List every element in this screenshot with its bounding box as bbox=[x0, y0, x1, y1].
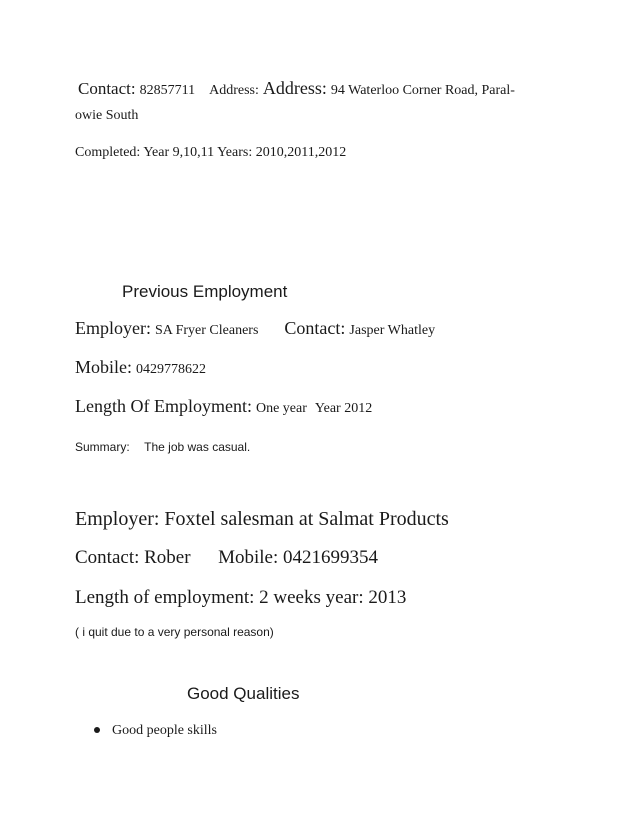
school-contact-value: 82857711 bbox=[139, 83, 196, 98]
years-value: 2010,2011,2012 bbox=[255, 145, 347, 160]
school-address-label-repeat: Address: bbox=[262, 78, 327, 98]
good-qualities-item-text: Good people skills bbox=[112, 723, 217, 738]
school-address-continued: owie South bbox=[75, 108, 139, 123]
job1-length-label: Length Of Employment: bbox=[75, 396, 252, 416]
job2-length-line: Length of employment: 2 weeks year: 2013 bbox=[75, 587, 407, 608]
job2-mobile-text: Mobile: 0421699354 bbox=[218, 547, 378, 568]
job2-contact-line bbox=[75, 547, 378, 569]
job1-employer-label: Employer: bbox=[75, 318, 151, 338]
job1-mobile-label: Mobile: bbox=[75, 357, 132, 377]
job1-length-value: One year bbox=[255, 401, 307, 416]
school-contact-label: Contact: bbox=[78, 79, 136, 98]
job1-summary-line bbox=[75, 440, 250, 454]
school-completed-line bbox=[75, 145, 346, 161]
bullet-icon bbox=[94, 727, 100, 733]
job1-employer-line bbox=[75, 318, 435, 339]
school-contact-line bbox=[78, 78, 515, 99]
school-address-label: Address: bbox=[209, 83, 259, 98]
completed-label: Completed: bbox=[75, 145, 141, 160]
job2-note: ( i quit due to a very personal reason) bbox=[75, 625, 274, 639]
job2-contact-text: Contact: Rober bbox=[75, 547, 191, 568]
job1-mobile-line bbox=[75, 357, 206, 378]
completed-value: Year 9,10,11 bbox=[143, 145, 215, 160]
good-qualities-item bbox=[94, 723, 217, 739]
good-qualities-heading: Good Qualities bbox=[187, 684, 300, 703]
job1-length-line bbox=[75, 396, 372, 417]
job1-year-value: Year 2012 bbox=[314, 401, 373, 416]
job1-employer-value: SA Fryer Cleaners bbox=[154, 323, 259, 338]
job1-contact-value: Jasper Whatley bbox=[349, 323, 436, 338]
job1-summary-value: The job was casual. bbox=[144, 440, 251, 454]
job1-contact-label: Contact: bbox=[284, 318, 346, 338]
years-label: Years: bbox=[217, 145, 253, 160]
job1-summary-label: Summary: bbox=[75, 440, 130, 454]
job2-employer-line: Employer: Foxtel salesman at Salmat Products bbox=[75, 508, 449, 530]
job1-mobile-value: 0429778622 bbox=[136, 362, 206, 377]
previous-employment-heading: Previous Employment bbox=[122, 282, 288, 301]
school-address-value: 94 Waterloo Corner Road, Paral- bbox=[330, 83, 515, 98]
